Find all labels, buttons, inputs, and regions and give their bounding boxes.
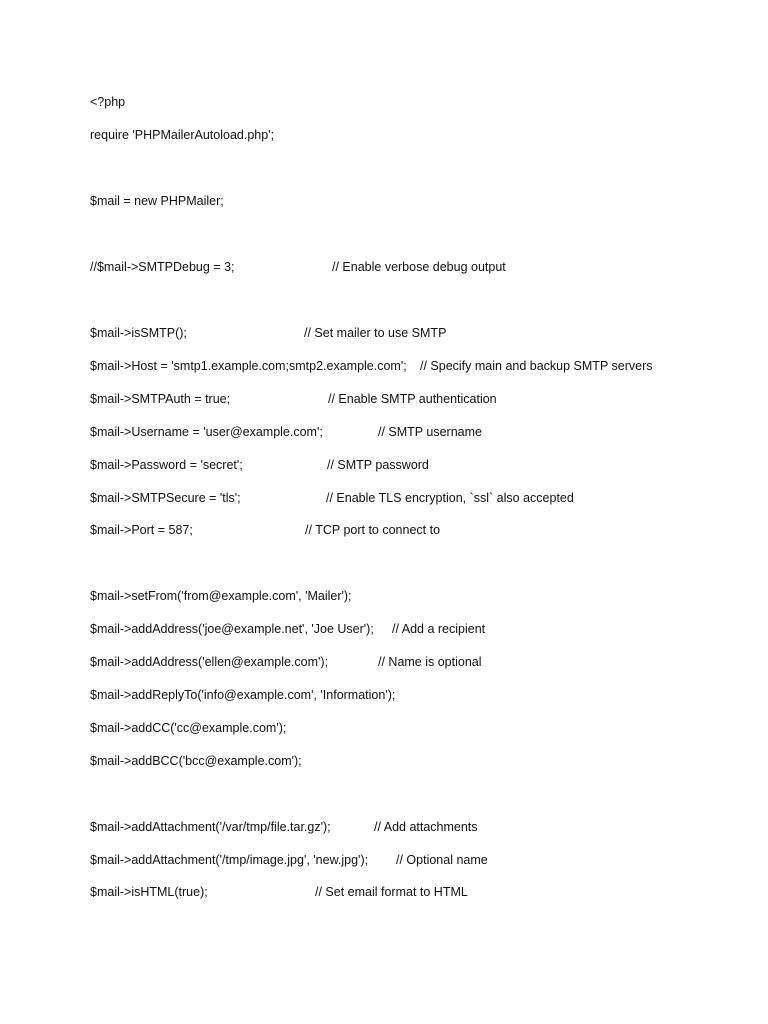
code-comment: // Enable verbose debug output — [332, 260, 506, 274]
code-line — [90, 818, 478, 836]
code-text: $mail = new PHPMailer; — [90, 194, 224, 208]
code-line — [90, 587, 352, 605]
code-comment: // Optional name — [396, 853, 488, 867]
code-text: <?php — [90, 95, 126, 109]
code-line — [90, 93, 126, 111]
code-line — [90, 653, 482, 671]
code-text: $mail->SMTPAuth = true; — [90, 392, 231, 406]
code-line — [90, 489, 574, 507]
code-line — [90, 258, 506, 276]
code-line — [90, 521, 441, 539]
code-line — [90, 192, 224, 210]
code-line — [90, 851, 488, 869]
code-line — [90, 752, 302, 770]
code-text: $mail->isSMTP(); — [90, 326, 187, 340]
code-comment: // Add attachments — [374, 820, 478, 834]
code-text: $mail->SMTPSecure = 'tls'; — [90, 491, 241, 505]
code-text: $mail->addAttachment('/var/tmp/file.tar.gz'); — [90, 820, 331, 834]
code-line — [90, 686, 396, 704]
code-comment: // Specify main and backup SMTP servers — [420, 359, 653, 373]
code-text: $mail->Password = 'secret'; — [90, 458, 243, 472]
code-comment: // SMTP password — [327, 458, 429, 472]
code-comment: // Set email format to HTML — [315, 885, 468, 899]
code-text: $mail->Port = 587; — [90, 523, 193, 537]
code-text: $mail->Username = 'user@example.com'; — [90, 425, 323, 439]
code-comment: // Set mailer to use SMTP — [304, 326, 447, 340]
code-text: $mail->Host = 'smtp1.example.com;smtp2.example.com'; — [90, 359, 407, 373]
code-line — [90, 357, 653, 375]
code-text: $mail->addReplyTo('info@example.com', 'Information'); — [90, 688, 396, 702]
code-text: $mail->addAddress('ellen@example.com'); — [90, 655, 329, 669]
code-line — [90, 390, 497, 408]
code-text: $mail->addAddress('joe@example.net', 'Joe User'); — [90, 622, 374, 636]
code-comment: // Name is optional — [378, 655, 482, 669]
code-line — [90, 456, 429, 474]
code-line — [90, 324, 447, 342]
code-text: $mail->addBCC('bcc@example.com'); — [90, 754, 302, 768]
code-text: //$mail->SMTPDebug = 3; — [90, 260, 235, 274]
code-line — [90, 883, 468, 901]
code-comment: // SMTP username — [378, 425, 482, 439]
code-comment: // TCP port to connect to — [305, 523, 441, 537]
code-text: $mail->setFrom('from@example.com', 'Mailer'); — [90, 589, 352, 603]
code-line — [90, 126, 275, 144]
code-text: $mail->addAttachment('/tmp/image.jpg', 'new.jpg'); — [90, 853, 369, 867]
code-line — [90, 620, 486, 638]
code-text: $mail->isHTML(true); — [90, 885, 208, 899]
code-comment: // Enable SMTP authentication — [328, 392, 497, 406]
code-line — [90, 423, 482, 441]
code-comment: // Enable TLS encryption, `ssl` also accepted — [326, 491, 574, 505]
code-text: require 'PHPMailerAutoload.php'; — [90, 128, 275, 142]
code-line — [90, 719, 287, 737]
code-text: $mail->addCC('cc@example.com'); — [90, 721, 287, 735]
code-comment: // Add a recipient — [392, 622, 486, 636]
